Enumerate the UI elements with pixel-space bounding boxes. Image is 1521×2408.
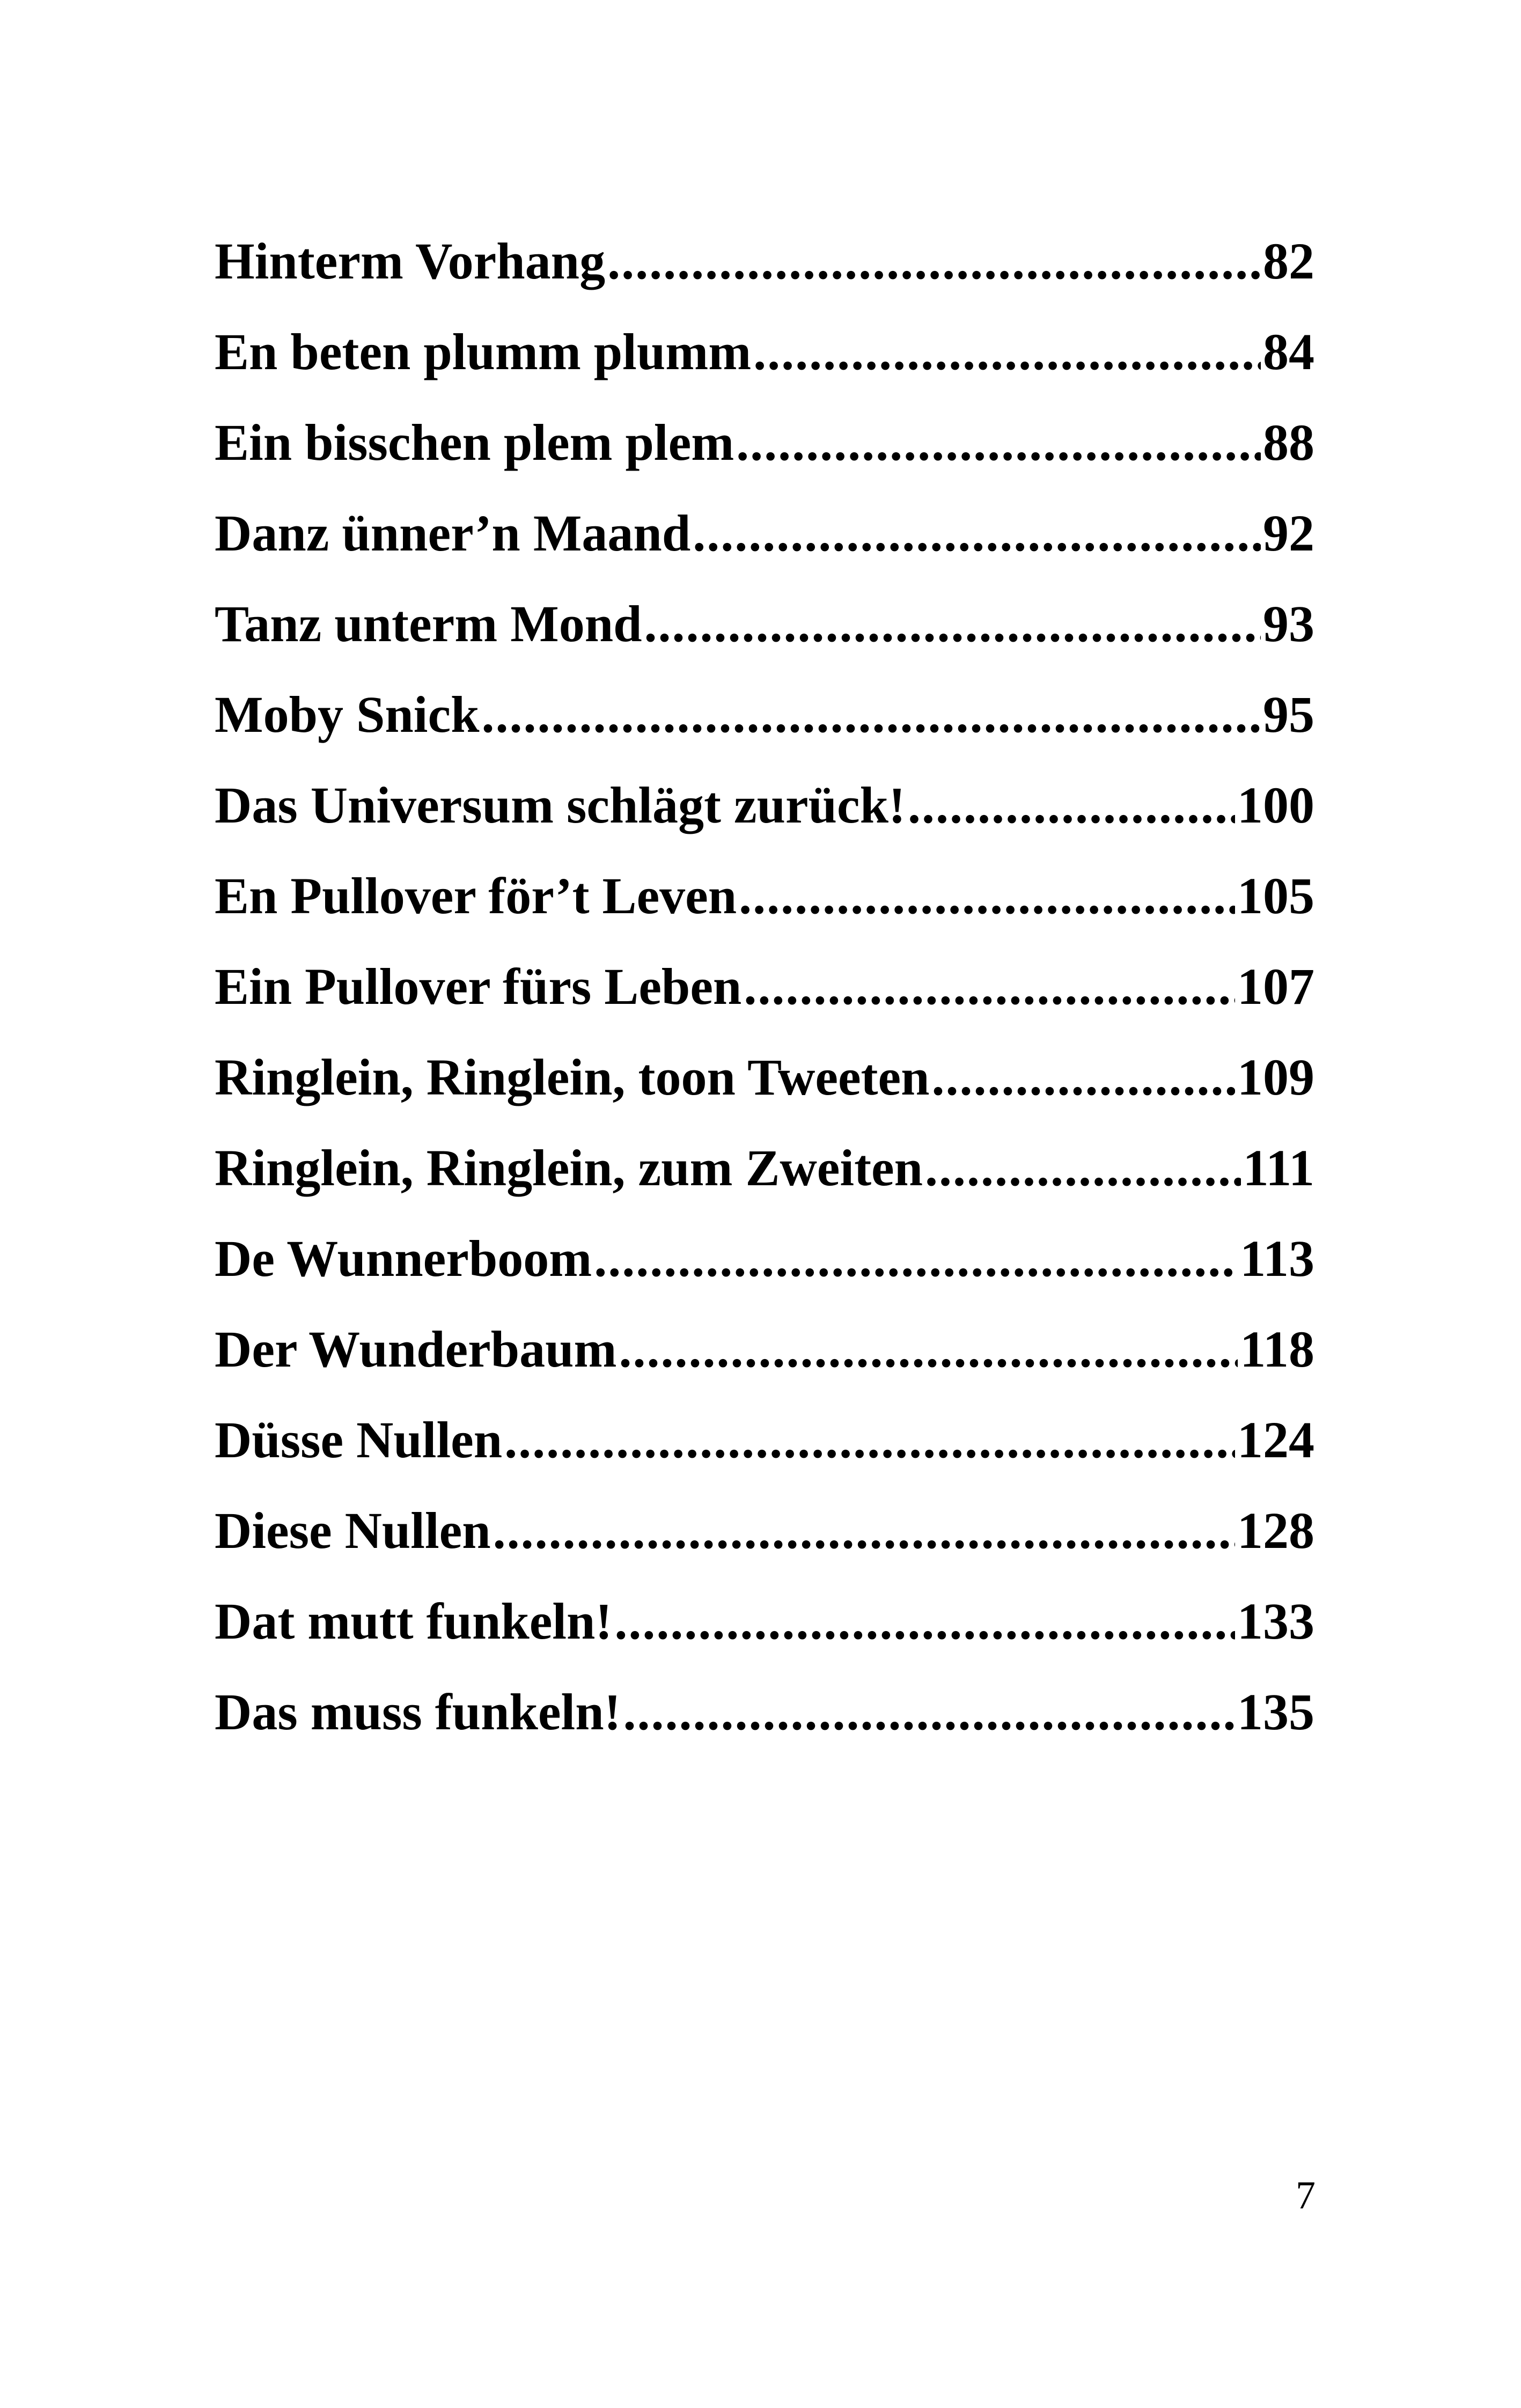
toc-entry-title: De Wunnerboom (215, 1230, 592, 1287)
toc-entry-title: Diese Nullen (215, 1502, 491, 1559)
toc-entry-title: Moby Snick (215, 686, 480, 743)
toc-entry (215, 216, 1314, 306)
toc-entry (215, 306, 1314, 397)
toc-entry-title: Das muss funkeln! (215, 1683, 621, 1741)
toc-entry (215, 1304, 1314, 1394)
dot-leader (493, 1485, 1235, 1576)
toc-entry-page: 128 (1237, 1502, 1314, 1559)
toc-entry-title: Ringlein, Ringlein, zum Zweiten (215, 1139, 923, 1196)
dot-leader (481, 669, 1261, 760)
toc-entry-page: 107 (1237, 958, 1314, 1015)
toc-entry-page: 84 (1263, 323, 1314, 380)
toc-entry (215, 850, 1314, 941)
toc-entry-title: Hinterm Vorhang (215, 232, 606, 290)
toc-entry-title: Der Wunderbaum (215, 1320, 617, 1378)
dot-leader (736, 397, 1261, 488)
toc-entry-title: En Pullover för’t Leven (215, 867, 737, 924)
toc-entry (215, 941, 1314, 1032)
toc-entry-page: 82 (1263, 232, 1314, 290)
toc-entry (215, 1213, 1314, 1304)
dot-leader (932, 1032, 1235, 1122)
toc-entry-title: Ringlein, Ringlein, toon Tweeten (215, 1048, 930, 1106)
dot-leader (744, 941, 1235, 1032)
toc-entry-page: 93 (1263, 595, 1314, 652)
dot-leader (693, 488, 1261, 578)
toc-entry (215, 760, 1314, 850)
dot-leader (644, 578, 1261, 669)
toc-entry-title: Düsse Nullen (215, 1411, 503, 1469)
dot-leader (908, 760, 1235, 850)
dot-leader (623, 1666, 1235, 1757)
page-number: 7 (1296, 2174, 1316, 2218)
table-of-contents (215, 216, 1314, 1757)
toc-entry-page: 118 (1240, 1320, 1314, 1378)
toc-entry-page: 88 (1263, 414, 1314, 471)
toc-entry (215, 1666, 1314, 1757)
toc-entry-page: 109 (1237, 1048, 1314, 1106)
dot-leader (619, 1304, 1238, 1394)
toc-entry (215, 1122, 1314, 1213)
toc-entry (215, 397, 1314, 488)
toc-entry-title: Ein bisschen plem plem (215, 414, 734, 471)
toc-entry-title: En beten plumm plumm (215, 323, 752, 380)
toc-entry-page: 100 (1237, 776, 1314, 834)
toc-entry-title: Ein Pullover fürs Leben (215, 958, 742, 1015)
toc-entry-page: 124 (1237, 1411, 1314, 1469)
toc-entry (215, 578, 1314, 669)
toc-entry (215, 1032, 1314, 1122)
toc-entry-page: 105 (1237, 867, 1314, 924)
toc-entry-page: 111 (1243, 1139, 1314, 1196)
toc-entry-page: 95 (1263, 686, 1314, 743)
dot-leader (504, 1394, 1235, 1485)
toc-entry (215, 669, 1314, 760)
toc-entry-page: 133 (1237, 1592, 1314, 1650)
toc-entry-page: 92 (1263, 504, 1314, 562)
toc-entry-title: Tanz unterm Mond (215, 595, 642, 652)
toc-entry (215, 488, 1314, 578)
dot-leader (614, 1576, 1235, 1666)
dot-leader (739, 850, 1235, 941)
dot-leader (594, 1213, 1238, 1304)
toc-entry-title: Das Universum schlägt zurück! (215, 776, 906, 834)
toc-entry (215, 1394, 1314, 1485)
toc-entry (215, 1485, 1314, 1576)
dot-leader (607, 216, 1261, 306)
dot-leader (925, 1122, 1241, 1213)
toc-entry-page: 113 (1240, 1230, 1314, 1287)
toc-entry-page: 135 (1237, 1683, 1314, 1741)
toc-entry-title: Danz ünner’n Maand (215, 504, 691, 562)
toc-entry (215, 1576, 1314, 1666)
toc-entry-title: Dat mutt funkeln! (215, 1592, 613, 1650)
dot-leader (753, 306, 1261, 397)
